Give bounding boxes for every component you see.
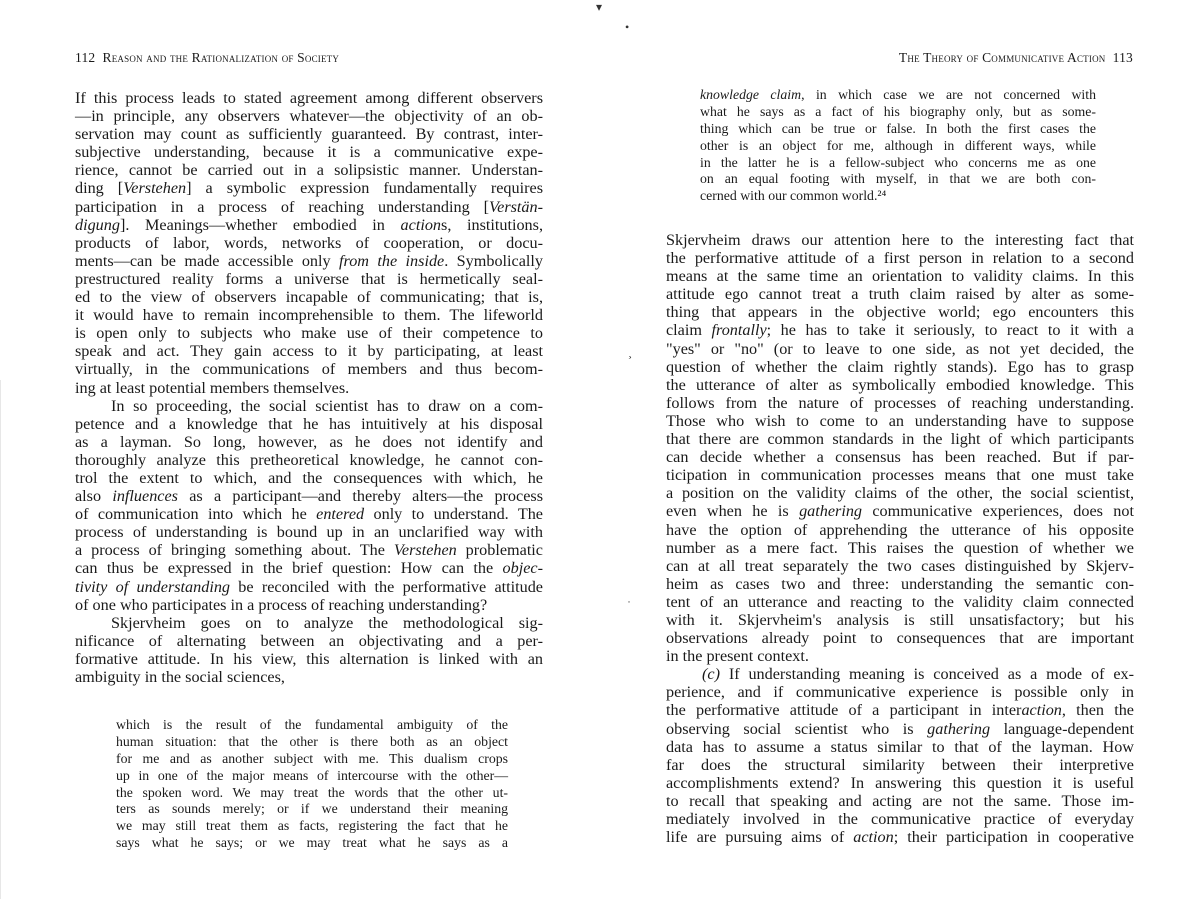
scan-speck: ¸ <box>628 345 632 359</box>
text-line: as a layman. So long, however, as he does not identify and <box>75 432 543 451</box>
text-line: thing that appears in the objective world; ego encounters this <box>666 303 1134 322</box>
text-line: —in principle, any observers whatever—the objectivity of an ob- <box>75 107 543 126</box>
text-line: a position on the validity claims of the other, the social scientist, <box>666 484 1134 503</box>
book-spine-shadow <box>0 380 11 899</box>
text-line: subjective understanding, because it is a communicative expe- <box>75 143 543 162</box>
left-block-quote <box>116 717 508 852</box>
text-line: to recall that speaking and acting are not the same. Those im- <box>666 791 1134 810</box>
left-page-number: 112 <box>75 50 96 65</box>
text-line: participation in a process of reaching understanding [Verstän- <box>75 197 543 216</box>
text-line: accomplishments extend? In answering this question it is useful <box>666 773 1134 792</box>
text-line: for me and as another subject with me. This dualism crops <box>116 750 508 766</box>
text-line: can thus be expressed in the brief question: How can the objec- <box>75 559 543 578</box>
right-block-quote <box>700 87 1096 205</box>
text-line: tivity of understanding be reconciled with the performative attitude <box>75 577 543 596</box>
text-line: Skjervheim draws our attention here to the interesting fact that <box>666 231 1134 249</box>
text-line: mediately involved in the communicative practice of everyday <box>666 810 1134 828</box>
scan-speck: ˙ <box>627 598 631 612</box>
text-line: in the present context. <box>666 647 809 666</box>
text-line: ters as sounds merely; or if we understand their meaning <box>116 801 508 817</box>
text-line: which is the result of the fundamental ambiguity of the <box>116 717 508 732</box>
text-line: thing which can be true or false. In both the first cases the <box>700 120 1096 136</box>
text-line: question of whether the claim rightly stands). Ego has to grasp <box>666 357 1134 376</box>
text-line: of one who participates in a process of reaching understanding? <box>75 595 488 614</box>
text-line: thoroughly analyze this pretheoretical knowledge, he cannot con- <box>75 450 543 469</box>
text-line: it would have to remain incomprehensible to them. The lifeworld <box>75 306 543 325</box>
text-line: "yes" or "no" (or to leave to one side, as not yet decided, the <box>666 339 1134 358</box>
text-line: products of labor, words, networks of cooperation, or docu- <box>75 233 543 252</box>
text-line: ments—can be made accessible only from the inside. Symbolically <box>75 251 544 270</box>
text-line: number as a mere fact. This raises the question of whether we <box>666 538 1134 557</box>
text-line: nificance of alternating between an objectivating and a per- <box>75 631 543 650</box>
text-line: attitude ego cannot treat a truth claim raised by alter as some- <box>666 285 1134 304</box>
text-line: up in one of the major means of intercourse with the other— <box>116 767 508 783</box>
text-line: far does the structural similarity between their interpretive <box>666 755 1134 774</box>
text-line: rience, cannot be carried out in a solipsistic manner. Understan- <box>75 161 543 180</box>
text-line: means at the same time an orientation to validity claims. In this <box>666 267 1134 286</box>
text-line: (c) If understanding meaning is conceived as a mode of ex- <box>702 665 1134 684</box>
text-line: petence and a knowledge that he has intuitively at his disposal <box>75 414 543 433</box>
left-header-title: Reason and the Rationalization of Society <box>102 50 340 65</box>
text-line: knowledge claim, in which case we are not concerned with <box>700 87 1096 102</box>
text-line: ambiguity in the social sciences, <box>75 668 285 686</box>
text-line: observing social scientist who is gathering language-dependent <box>666 719 1134 738</box>
text-line: of communication into which he entered only to understand. The <box>75 505 543 524</box>
text-line: in the latter he is a fellow-subject who concerns me as one <box>700 154 1096 170</box>
text-line: prestructured reality forms a universe that is hermetically seal- <box>75 269 543 288</box>
text-line: also influences as a participant—and thereby alters—the process <box>75 487 543 506</box>
text-line: can at all treat separately the two cases distinguished by Skjerv- <box>666 556 1134 575</box>
text-line: cerned with our common world.²⁴ <box>700 188 887 204</box>
text-line: formative attitude. In his view, this alternation is linked with an <box>75 649 543 668</box>
left-running-header <box>75 50 339 66</box>
text-line: If this process leads to stated agreement among different observers <box>75 89 543 107</box>
text-line: heim as cases two and three: understanding the semantic con- <box>666 574 1134 593</box>
text-line: claim frontally; he has to take it seriously, to react to it with a <box>666 321 1134 340</box>
left-body-text <box>75 89 543 686</box>
text-line: with it. Skjervheim's analysis is still unsatisfactory; but his <box>666 610 1134 629</box>
text-line: digung]. Meanings—whether embodied in actions, institutions, <box>75 215 544 234</box>
scan-speck: ▾ <box>596 0 603 14</box>
text-line: even when he is gathering communicative experiences, does not <box>666 502 1134 521</box>
text-line: have the option of apprehending the utterance of his opposite <box>666 520 1134 539</box>
text-line: human situation: that the other is there both as an object <box>116 733 508 749</box>
right-page-number: 113 <box>1112 50 1133 65</box>
text-line: a process of bringing something about. The Verstehen problematic <box>75 541 543 560</box>
text-line: can decide whether a consensus has been reached. But if par- <box>666 448 1134 467</box>
text-line: life are pursuing aims of action; their participation in cooperative <box>666 828 1134 847</box>
text-line: is open only to subjects who make use of their competence to <box>75 324 543 343</box>
text-line: the performative attitude of a participant in interaction, then the <box>666 701 1134 720</box>
text-line: data has to assume a status similar to that of the layman. How <box>666 737 1134 756</box>
text-line: ding [Verstehen] a symbolic expression fundamentally requires <box>75 179 543 198</box>
right-header-title: The Theory of Communicative Action <box>898 50 1106 65</box>
text-line: on an equal footing with myself, in that we are both con- <box>700 171 1096 187</box>
text-line: Those who wish to come to an understanding have to suppose <box>666 411 1134 430</box>
text-line: says what he says; or we may treat what he says as a <box>116 835 508 851</box>
text-line: the utterance of alter as symbolically embodied knowledge. This <box>666 375 1134 394</box>
text-line: follows from the nature of processes of reaching understanding. <box>666 393 1134 412</box>
text-line: In so proceeding, the social scientist has to draw on a com- <box>111 396 543 415</box>
text-line: ed to the view of observers incapable of communicating; that is, <box>75 288 543 307</box>
text-line: what he says as a fact of his biography only, but as some- <box>700 103 1096 119</box>
text-line: Skjervheim goes on to analyze the methodological sig- <box>111 613 543 632</box>
text-line: the spoken word. We may treat the words that the other ut- <box>116 784 508 800</box>
text-line: perience, and if communicative experience is possible only in <box>666 683 1134 702</box>
scan-speck: • <box>625 20 630 34</box>
text-line: observations already point to consequences that are important <box>666 629 1134 648</box>
text-line: servation may count as sufficiently guaranteed. By contrast, inter- <box>75 125 543 144</box>
right-body-text <box>666 231 1134 846</box>
text-line: other is an object for me, although in different ways, while <box>700 137 1096 153</box>
text-line: we may still treat them as facts, registering the fact that he <box>116 818 508 834</box>
right-running-header <box>899 50 1133 66</box>
text-line: process of understanding is bound up in an unclarified way with <box>75 523 543 542</box>
text-line: speak and act. They gain access to it by participating, at least <box>75 342 543 361</box>
right-page <box>600 0 1199 899</box>
text-line: the performative attitude of a first person in relation to a second <box>666 249 1134 268</box>
text-line: ing at least potential members themselves. <box>75 378 350 397</box>
text-line: trol the extent to which, and the consequences with which, he <box>75 468 543 487</box>
text-line: ticipation in communication processes means that one must take <box>666 466 1134 485</box>
text-line: virtually, in the communications of members and thus becom- <box>75 360 543 379</box>
text-line: that there are common standards in the light of which participants <box>666 430 1134 449</box>
text-line: tent of an utterance and reacting to the validity claim connected <box>666 592 1134 611</box>
